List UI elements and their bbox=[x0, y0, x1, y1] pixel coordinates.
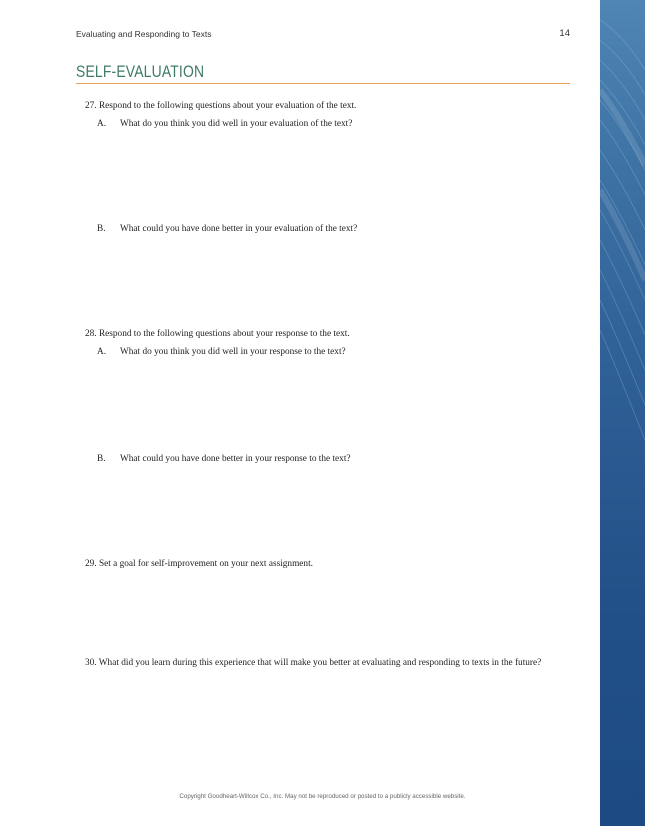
question-27-a bbox=[97, 117, 567, 131]
question-30: 30. What did you learn during this experience that will make you better at evaluating and responding to texts in the future? bbox=[85, 658, 542, 668]
section-title: SELF-EVALUATION bbox=[76, 62, 205, 81]
question-27-b-letter: B. bbox=[97, 224, 106, 234]
running-title: Evaluating and Responding to Texts bbox=[76, 29, 212, 39]
question-27-b bbox=[97, 222, 567, 236]
question-28-b-text: What could you have done better in your response to the text? bbox=[120, 454, 351, 464]
question-28-a bbox=[97, 345, 567, 359]
question-28-b bbox=[97, 452, 567, 466]
decorative-side-band bbox=[600, 0, 645, 826]
question-27: 27. Respond to the following questions about your evaluation of the text. bbox=[85, 101, 357, 111]
copyright-footer: Copyright Goodheart-Willcox Co., Inc. May not be reproduced or posted to a publicly accessible website. bbox=[179, 793, 466, 800]
question-27-b-text: What could you have done better in your evaluation of the text? bbox=[120, 224, 358, 234]
question-29: 29. Set a goal for self-improvement on your next assignment. bbox=[85, 559, 313, 569]
question-28: 28. Respond to the following questions about your response to the text. bbox=[85, 329, 350, 339]
page-number: 14 bbox=[559, 28, 570, 39]
question-28-b-letter: B. bbox=[97, 454, 106, 464]
question-28-a-letter: A. bbox=[97, 347, 107, 357]
question-28-a-text: What do you think you did well in your response to the text? bbox=[120, 347, 346, 357]
title-divider bbox=[76, 83, 570, 84]
question-27-a-text: What do you think you did well in your evaluation of the text? bbox=[120, 119, 353, 129]
wave-lines-graphic bbox=[600, 0, 645, 826]
question-27-a-letter: A. bbox=[97, 119, 107, 129]
